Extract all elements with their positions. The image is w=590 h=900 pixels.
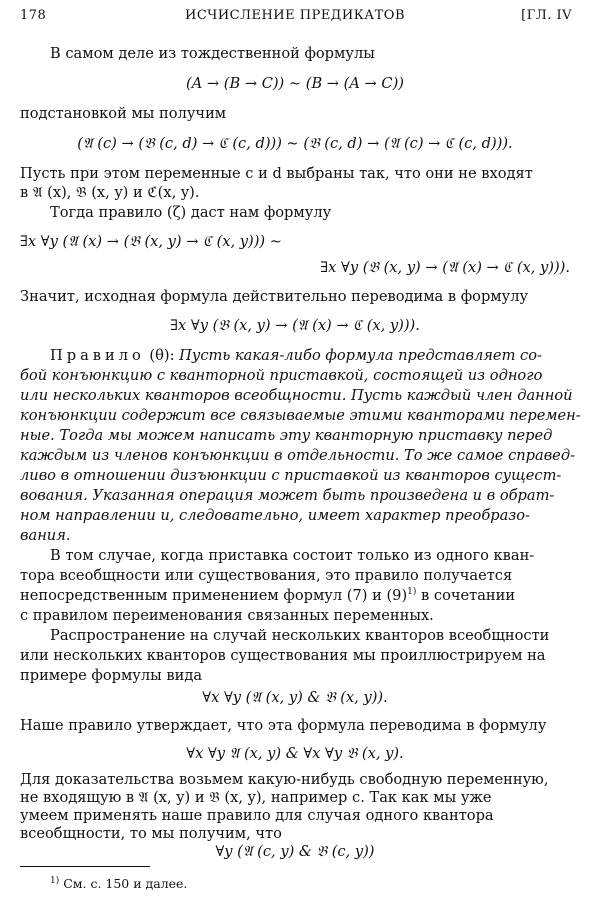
rule-text: вания. xyxy=(20,527,71,544)
text-line: подстановкой мы получим xyxy=(20,105,227,122)
text-line: Пусть при этом переменные c и d выбраны так, что они не входят xyxy=(20,165,533,182)
rule-text: ном направлении и, следовательно, имеет характер преобразо- xyxy=(20,507,530,524)
rule-tag: (θ): xyxy=(144,347,180,364)
text-line: с правилом переименования связанных переменных. xyxy=(20,607,434,624)
rule-first-line xyxy=(50,346,542,366)
formula: (A → (B → C)) ∼ (B → (A → C)) xyxy=(186,75,404,92)
text-line: Тогда правило (ζ) даст нам формулу xyxy=(50,204,332,221)
rule-text: бой конъюнкцию с кванторной приставкой, состоящей из одного xyxy=(20,367,543,384)
page-number: 178 xyxy=(20,8,47,23)
text-fragment: в сочетании xyxy=(416,587,516,604)
rule-text: Пусть какая-либо формула представляет со- xyxy=(179,347,542,364)
rule-text: вования. Указанная операция может быть произведена и в обрат- xyxy=(20,487,555,504)
rule-text: или нескольких кванторов всеобщности. Пусть каждый член данной xyxy=(20,387,573,404)
formula: (𝔄 (c) → (𝔅 (c, d) → ℭ (c, d))) ∼ (𝔅 (c, d) → (𝔄 (c) → ℭ (c, d))). xyxy=(77,135,513,152)
footnote-text: См. с. 150 и далее. xyxy=(59,876,188,891)
rule-text: ливо в отношении дизъюнкции с приставкой из кванторов сущест- xyxy=(20,467,562,484)
text-line: не входящую в 𝔄 (x, y) и 𝔅 (x, y), например c. Так как мы уже xyxy=(20,789,492,806)
rule-label: Правило xyxy=(50,347,145,364)
footnote-ref: 1) xyxy=(407,587,417,598)
formula: ∀y (𝔄 (c, y) & 𝔅 (c, y)) xyxy=(215,843,375,860)
formula: ∃x ∀y (𝔅 (x, y) → (𝔄 (x) → ℭ (x, y))). xyxy=(170,317,420,334)
text-line: Значит, исходная формула действительно переводима в формулу xyxy=(20,288,529,305)
formula: ∀x ∀y 𝔄 (x, y) & ∀x ∀y 𝔅 (x, y). xyxy=(186,745,404,762)
footnote-mark: 1) xyxy=(50,875,60,886)
rule-text: конъюнкции содержит все связываемые этими кванторами перемен- xyxy=(20,407,581,424)
rule-text: ные. Тогда мы можем написать эту кванторную приставку перед xyxy=(20,427,553,444)
text-line: умеем применять наше правило для случая одного квантора xyxy=(20,807,494,824)
text-line: примере формулы вида xyxy=(20,667,203,684)
text-line: тора всеобщности или существования, это правило получается xyxy=(20,567,513,584)
formula: ∃x ∀y (𝔅 (x, y) → (𝔄 (x) → ℭ (x, y))). xyxy=(320,259,570,276)
footnote-rule xyxy=(20,866,150,867)
rule-text: каждым из членов конъюнкции в отдельности. То же самое справед- xyxy=(20,447,576,464)
formula: ∃x ∀y (𝔄 (x) → (𝔅 (x, y) → ℭ (x, y))) ∼ xyxy=(20,233,282,250)
text-line: в 𝔄 (x), 𝔅 (x, y) и ℭ(x, y). xyxy=(20,184,200,201)
formula: ∀x ∀y (𝔄 (x, y) & 𝔅 (x, y)). xyxy=(202,689,388,706)
footnote xyxy=(50,874,187,894)
text-line: В самом деле из тождественной формулы xyxy=(50,45,375,62)
running-title: ИСЧИСЛЕНИЕ ПРЕДИКАТОВ xyxy=(184,8,406,23)
text-line-with-footnote xyxy=(20,586,515,606)
text-line: Распространение на случай нескольких кванторов всеобщности xyxy=(50,627,550,644)
text-line: Наше правило утверждает, что эта формула переводима в формулу xyxy=(20,717,547,734)
text-line: В том случае, когда приставка состоит только из одного кван- xyxy=(50,547,535,564)
text-line: или нескольких кванторов существования мы проиллюстрируем на xyxy=(20,647,546,664)
chapter-label: [ГЛ. IV xyxy=(521,8,572,23)
text-line: всеобщности, то мы получим, что xyxy=(20,825,282,842)
text-line: Для доказательства возьмем какую-нибудь свободную переменную, xyxy=(20,771,549,788)
text-fragment: непосредственным применением формул (7) и (9) xyxy=(20,587,408,604)
